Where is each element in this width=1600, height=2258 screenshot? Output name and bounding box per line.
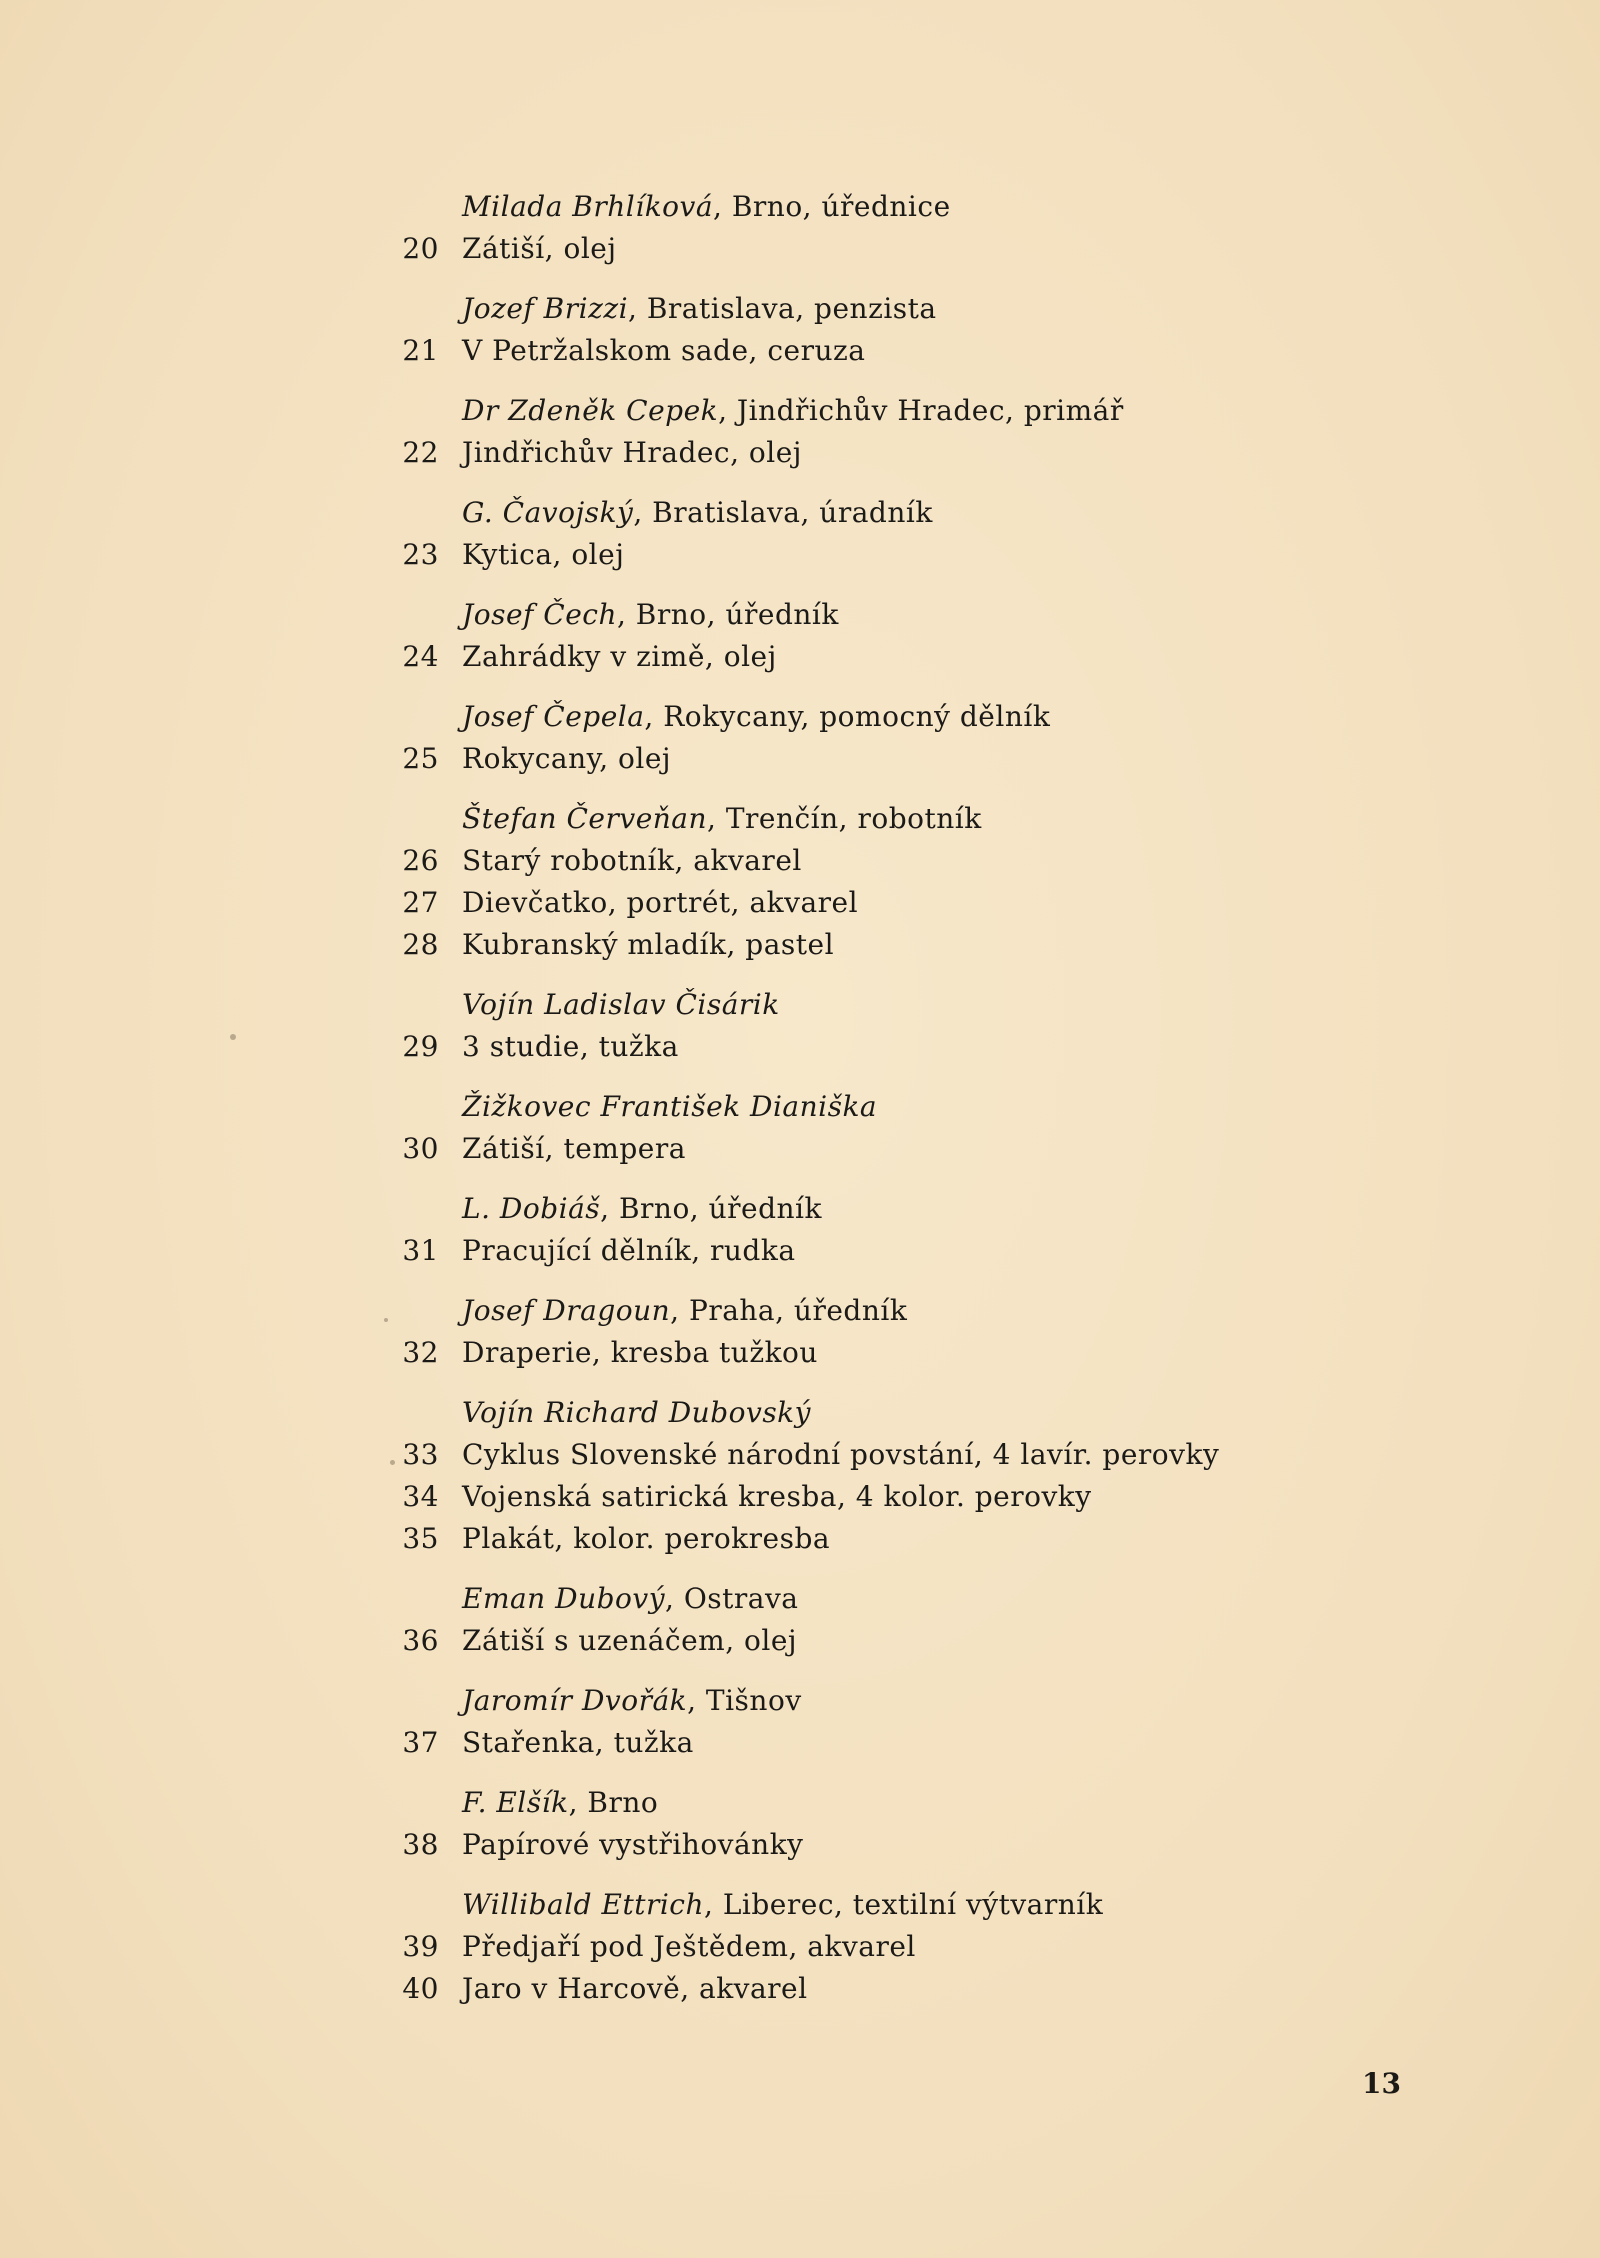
artwork-title: Zátiší, olej bbox=[462, 232, 617, 265]
artwork-line bbox=[395, 636, 1295, 678]
catalog-entry bbox=[395, 696, 1295, 780]
page-number: 13 bbox=[1362, 2067, 1401, 2100]
artwork-line bbox=[395, 330, 1295, 372]
artwork-title: Zátiší, tempera bbox=[462, 1132, 686, 1165]
artist-heading bbox=[462, 1884, 1103, 1926]
artist-line bbox=[395, 492, 1295, 534]
artist-info: , Brno, úředník bbox=[617, 598, 839, 631]
artist-name: Milada Brhlíková bbox=[462, 190, 714, 223]
artwork-line bbox=[395, 840, 1295, 882]
artist-line bbox=[395, 186, 1295, 228]
artwork-number: 27 bbox=[402, 886, 439, 919]
artist-info: , Praha, úředník bbox=[670, 1294, 908, 1327]
artist-line bbox=[395, 1086, 1295, 1128]
artwork-title: Jindřichův Hradec, olej bbox=[462, 436, 802, 469]
artist-heading bbox=[462, 186, 951, 228]
artwork-line bbox=[395, 1518, 1295, 1560]
artwork-line bbox=[395, 882, 1295, 924]
artwork-line bbox=[395, 1230, 1295, 1272]
artist-name: G. Čavojský bbox=[462, 496, 634, 529]
artist-heading bbox=[462, 1290, 907, 1332]
artist-name: Štefan Červeňan bbox=[462, 802, 708, 835]
artwork-title: Kubranský mladík, pastel bbox=[462, 928, 835, 961]
artwork-title: Pracující dělník, rudka bbox=[462, 1234, 796, 1267]
artwork-title: Dievčatko, portrét, akvarel bbox=[462, 886, 859, 919]
artist-heading bbox=[462, 594, 839, 636]
artist-line bbox=[395, 798, 1295, 840]
artwork-title: Stařenka, tužka bbox=[462, 1726, 694, 1759]
artist-name: Josef Čepela bbox=[462, 700, 645, 733]
artist-line bbox=[395, 1884, 1295, 1926]
artist-info: , Rokycany, pomocný dělník bbox=[644, 700, 1051, 733]
catalog-entry bbox=[395, 288, 1295, 372]
artwork-number: 33 bbox=[402, 1438, 439, 1471]
artwork-title: Kytica, olej bbox=[462, 538, 625, 571]
artist-name: Vojín Ladislav Čisárik bbox=[462, 988, 780, 1021]
artwork-line bbox=[395, 1476, 1295, 1518]
artwork-line bbox=[395, 1332, 1295, 1374]
catalog-entry bbox=[395, 594, 1295, 678]
artwork-line bbox=[395, 1026, 1295, 1068]
artist-line bbox=[395, 984, 1295, 1026]
artwork-number: 35 bbox=[402, 1522, 439, 1555]
artwork-number: 39 bbox=[402, 1930, 439, 1963]
catalog-entry bbox=[395, 1086, 1295, 1170]
artist-name: Josef Čech bbox=[462, 598, 617, 631]
artist-info: , Jindřichův Hradec, primář bbox=[718, 394, 1124, 427]
catalog-entry bbox=[395, 390, 1295, 474]
artist-name: Dr Zdeněk Cepek bbox=[462, 394, 719, 427]
artist-info: , Liberec, textilní výtvarník bbox=[704, 1888, 1104, 1921]
artist-line bbox=[395, 1392, 1295, 1434]
artwork-line bbox=[395, 432, 1295, 474]
artwork-number: 22 bbox=[402, 436, 439, 469]
artwork-line bbox=[395, 228, 1295, 270]
paper-speck bbox=[230, 1034, 236, 1040]
artwork-title: Cyklus Slovenské národní povstání, 4 lavír. perovky bbox=[462, 1438, 1220, 1471]
artwork-title: Zátiší s uzenáčem, olej bbox=[462, 1624, 798, 1657]
catalog-entry bbox=[395, 186, 1295, 270]
catalog-entry bbox=[395, 1290, 1295, 1374]
catalog-entry bbox=[395, 1782, 1295, 1866]
artwork-title: Jaro v Harcově, akvarel bbox=[462, 1972, 808, 2005]
paper-speck bbox=[384, 1318, 388, 1322]
catalog-entry bbox=[395, 1884, 1295, 2010]
artwork-line bbox=[395, 1128, 1295, 1170]
artwork-number: 26 bbox=[402, 844, 439, 877]
artist-heading bbox=[462, 390, 1124, 432]
artwork-line bbox=[395, 1926, 1295, 1968]
artist-heading bbox=[462, 288, 937, 330]
artwork-title: V Petržalskom sade, ceruza bbox=[462, 334, 866, 367]
artist-line bbox=[395, 1782, 1295, 1824]
artist-heading bbox=[462, 798, 982, 840]
artist-name: Josef Dragoun bbox=[462, 1294, 671, 1327]
artwork-number: 24 bbox=[402, 640, 439, 673]
catalog-entry bbox=[395, 1578, 1295, 1662]
artist-name: Žižkovec František Dianiška bbox=[462, 1090, 878, 1123]
artwork-line bbox=[395, 1722, 1295, 1764]
artist-name: Jaromír Dvořák bbox=[462, 1684, 688, 1717]
exhibition-catalog-list bbox=[395, 186, 1295, 2028]
artwork-title: Plakát, kolor. perokresba bbox=[462, 1522, 831, 1555]
artist-info: , Brno, úřednice bbox=[713, 190, 951, 223]
artist-line bbox=[395, 288, 1295, 330]
artwork-number: 34 bbox=[402, 1480, 439, 1513]
artist-info: , Bratislava, penzista bbox=[628, 292, 937, 325]
artwork-line bbox=[395, 1968, 1295, 2010]
artwork-number: 38 bbox=[402, 1828, 439, 1861]
artwork-number: 25 bbox=[402, 742, 439, 775]
artist-line bbox=[395, 1578, 1295, 1620]
artist-info: , Ostrava bbox=[665, 1582, 799, 1615]
artist-name: F. Elšík bbox=[462, 1786, 569, 1819]
catalog-entry bbox=[395, 1188, 1295, 1272]
artwork-title: Vojenská satirická kresba, 4 kolor. perovky bbox=[462, 1480, 1092, 1513]
artist-line bbox=[395, 1290, 1295, 1332]
artwork-number: 37 bbox=[402, 1726, 439, 1759]
artist-name: Willibald Ettrich bbox=[462, 1888, 705, 1921]
artwork-title: Starý robotník, akvarel bbox=[462, 844, 802, 877]
artwork-number: 21 bbox=[402, 334, 439, 367]
artwork-line bbox=[395, 1434, 1295, 1476]
artist-line bbox=[395, 594, 1295, 636]
artist-line bbox=[395, 390, 1295, 432]
artist-line bbox=[395, 1188, 1295, 1230]
artist-info: , Bratislava, úradník bbox=[633, 496, 933, 529]
artwork-title: Předjaří pod Ještědem, akvarel bbox=[462, 1930, 916, 1963]
artist-info: , Tišnov bbox=[687, 1684, 802, 1717]
artwork-number: 30 bbox=[402, 1132, 439, 1165]
artwork-number: 29 bbox=[402, 1030, 439, 1063]
artist-info: , Brno bbox=[568, 1786, 659, 1819]
artist-name: Eman Dubový bbox=[462, 1582, 666, 1615]
artwork-number: 23 bbox=[402, 538, 439, 571]
artwork-title: 3 studie, tužka bbox=[462, 1030, 679, 1063]
artwork-number: 32 bbox=[402, 1336, 439, 1369]
artist-heading bbox=[462, 1086, 877, 1128]
artist-name: L. Dobiáš bbox=[462, 1192, 601, 1225]
artist-heading bbox=[462, 1578, 799, 1620]
catalog-entry bbox=[395, 492, 1295, 576]
artwork-line bbox=[395, 924, 1295, 966]
artist-line bbox=[395, 1680, 1295, 1722]
artist-name: Jozef Brizzi bbox=[462, 292, 629, 325]
artist-name: Vojín Richard Dubovský bbox=[462, 1396, 811, 1429]
artwork-number: 36 bbox=[402, 1624, 439, 1657]
artist-heading bbox=[462, 1188, 822, 1230]
catalog-entry bbox=[395, 798, 1295, 966]
artist-heading bbox=[462, 1392, 811, 1434]
artwork-title: Rokycany, olej bbox=[462, 742, 672, 775]
artwork-title: Zahrádky v zimě, olej bbox=[462, 640, 777, 673]
artwork-line bbox=[395, 1824, 1295, 1866]
artwork-number: 20 bbox=[402, 232, 439, 265]
catalog-entry bbox=[395, 984, 1295, 1068]
artist-info: , Trenčín, robotník bbox=[707, 802, 982, 835]
artwork-title: Draperie, kresba tužkou bbox=[462, 1336, 818, 1369]
artwork-number: 31 bbox=[402, 1234, 439, 1267]
artwork-line bbox=[395, 738, 1295, 780]
artist-info: , Brno, úředník bbox=[600, 1192, 822, 1225]
artwork-line bbox=[395, 534, 1295, 576]
artwork-title: Papírové vystřihovánky bbox=[462, 1828, 804, 1861]
artist-line bbox=[395, 696, 1295, 738]
artist-heading bbox=[462, 492, 933, 534]
artwork-line bbox=[395, 1620, 1295, 1662]
artist-heading bbox=[462, 1782, 658, 1824]
catalog-entry bbox=[395, 1680, 1295, 1764]
artwork-number: 40 bbox=[402, 1972, 439, 2005]
artist-heading bbox=[462, 984, 780, 1026]
artist-heading bbox=[462, 696, 1050, 738]
artwork-number: 28 bbox=[402, 928, 439, 961]
catalog-entry bbox=[395, 1392, 1295, 1560]
artist-heading bbox=[462, 1680, 802, 1722]
